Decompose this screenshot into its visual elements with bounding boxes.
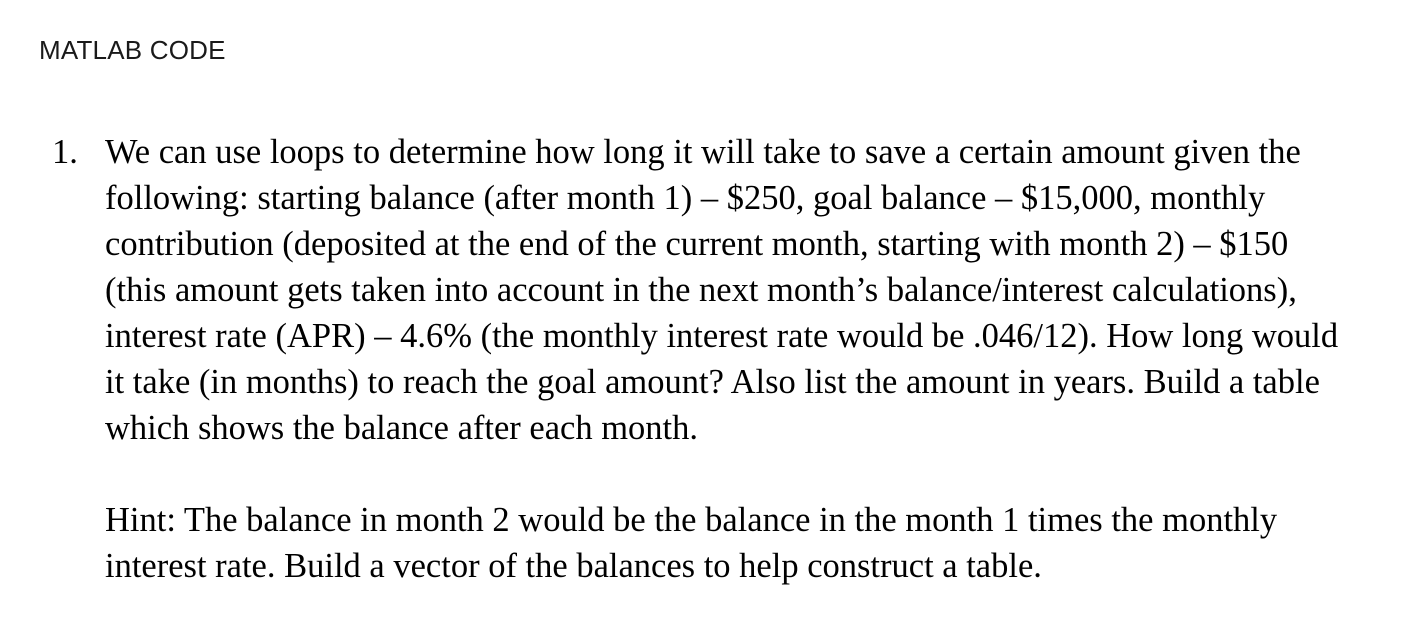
problem-line: We can use loops to determine how long it will take to save a certain amount given the: [105, 133, 1301, 171]
problem-text: [105, 129, 1338, 589]
problem-line: following: starting balance (after month 1) – $250, goal balance – $15,000, monthly: [105, 179, 1266, 217]
problem-number: 1.: [52, 133, 78, 171]
problem-line: contribution (deposited at the end of the current month, starting with month 2) – $150: [105, 225, 1289, 263]
page-title: MATLAB CODE: [39, 35, 226, 65]
hint-paragraph: [105, 497, 1338, 589]
problem-line: it take (in months) to reach the goal amount? Also list the amount in years. Build a table: [105, 363, 1320, 401]
hint-line: interest rate. Build a vector of the balances to help construct a table.: [105, 547, 1042, 585]
hint-line: Hint: The balance in month 2 would be the balance in the month 1 times the monthly: [105, 501, 1278, 539]
problem-line: which shows the balance after each month.: [105, 409, 698, 447]
problem-line: (this amount gets taken into account in the next month’s balance/interest calculations),: [105, 271, 1297, 309]
problem-line: interest rate (APR) – 4.6% (the monthly interest rate would be .046/12). How long would: [105, 317, 1339, 355]
